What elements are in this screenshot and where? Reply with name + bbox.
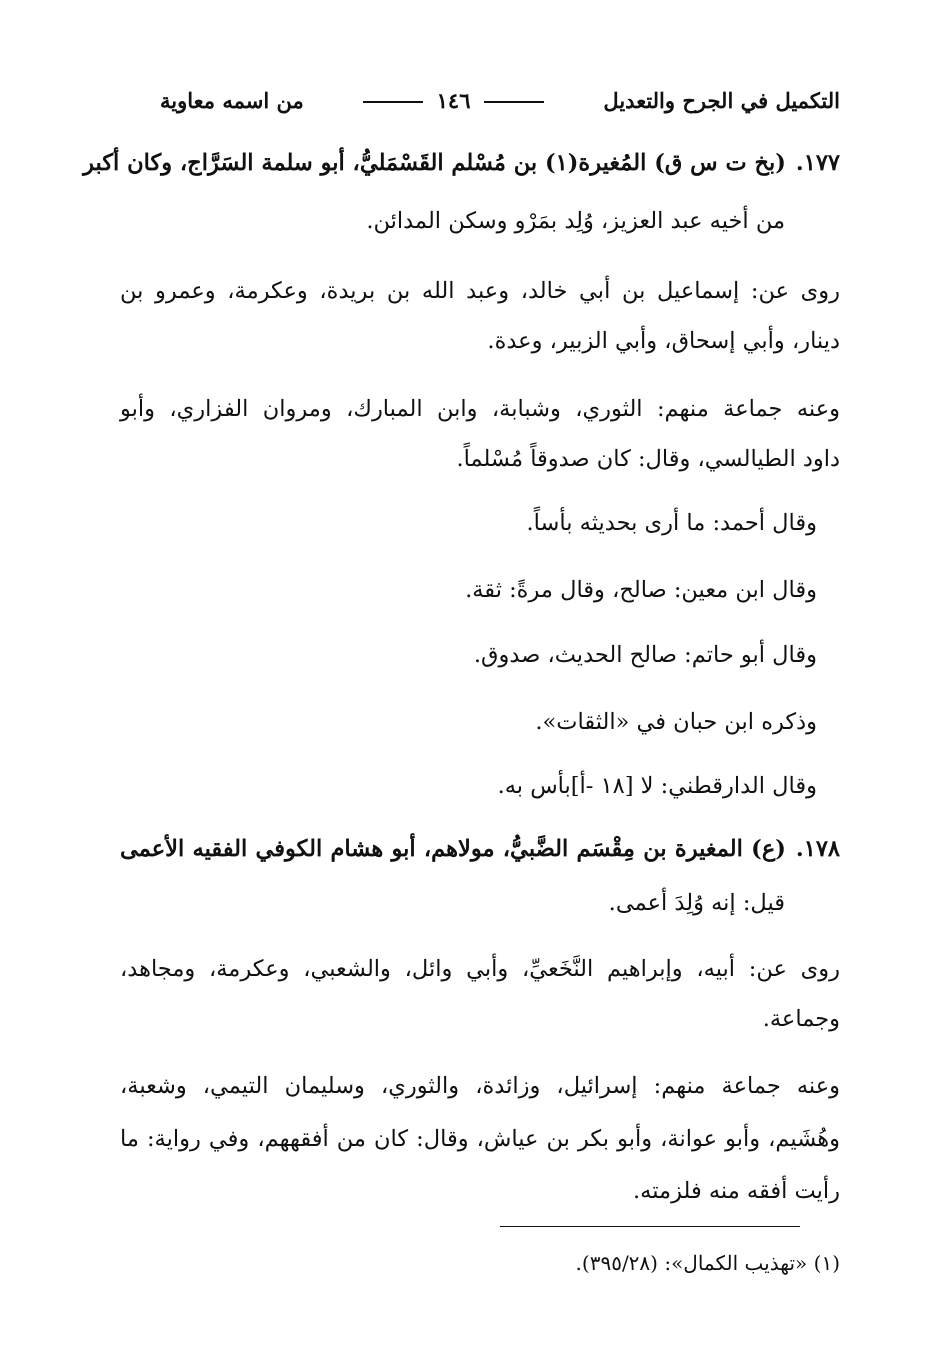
entry-text: (ع) المغيرة بن مِقْسَم الضَّبيُّ، مولاهم، أبو هشام الكوفي الفقيه الأعمى — [120, 836, 786, 862]
entry-178-line-5: وعنه جماعة منهم: إسرائيل، وزائدة، والثوري، وسليمان التيمي، وشعبة، — [120, 1073, 840, 1099]
entry-178-line-3: روى عن: أبيه، وإبراهيم النَّخَعيِّ، وأبي وائل، والشعبي، وعكرمة، ومجاهد، — [120, 956, 840, 982]
entry-177-line-10: وذكره ابن حبان في «الثقات». — [535, 709, 817, 735]
header-rule — [363, 101, 423, 103]
entry-177-line-8: وقال ابن معين: صالح، وقال مرةً: ثقة. — [465, 577, 817, 603]
header-center — [357, 88, 549, 113]
entry-177-line-2: من أخيه عبد العزيز، وُلِد بمَرْو وسكن المدائن. — [366, 208, 785, 234]
footnote-separator — [500, 1226, 800, 1227]
entry-178-line-4: وجماعة. — [762, 1006, 840, 1032]
page-number: ١٤٦ — [436, 87, 471, 113]
entry-177-line-5: وعنه جماعة منهم: الثوري، وشبابة، وابن المبارك، ومروان الفزاري، وأبو — [120, 396, 840, 422]
entry-number: ١٧٧. — [795, 150, 840, 176]
footnote: (١) «تهذيب الكمال»: (٣٩٥/٢٨). — [575, 1251, 840, 1275]
entry-177-line-11: وقال الدارقطني: لا [١٨ -أ]بأس به. — [497, 773, 817, 799]
header-rule — [484, 101, 544, 103]
entry-177-line-3: روى عن: إسماعيل بن أبي خالد، وعبد الله بن بريدة، وعكرمة، وعمرو بن — [120, 278, 840, 304]
entry-177-line-4: دينار، وأبي إسحاق، وأبي الزبير، وعدة. — [487, 328, 840, 354]
running-header — [160, 82, 840, 118]
entry-177-line-1 — [83, 148, 840, 178]
book-title: التكميل في الجرح والتعديل — [603, 87, 840, 113]
entry-178-line-1 — [120, 834, 840, 864]
entry-text: (بخ ت س ق) المُغيرة(١) بن مُسْلم القَسْمَليُّ، أبو سلمة السَرَّاج، وكان أكبر — [83, 150, 786, 176]
entry-177-line-6: داود الطيالسي، وقال: كان صدوقاً مُسْلماً. — [456, 446, 840, 472]
entry-177-line-9: وقال أبو حاتم: صالح الحديث، صدوق. — [473, 642, 817, 668]
entry-number: ١٧٨. — [795, 836, 840, 862]
section-title: من اسمه معاوية — [160, 87, 304, 113]
entry-177-line-7: وقال أحمد: ما أرى بحديثه بأساً. — [526, 510, 817, 536]
entry-178-line-6: وهُشَيم، وأبو عوانة، وأبو بكر بن عياش، وقال: كان من أفقههم، وفي رواية: ما — [120, 1126, 840, 1152]
entry-178-line-7: رأيت أفقه منه فلزمته. — [633, 1178, 840, 1204]
entry-178-line-2: قيل: إنه وُلِدَ أعمى. — [608, 890, 785, 916]
